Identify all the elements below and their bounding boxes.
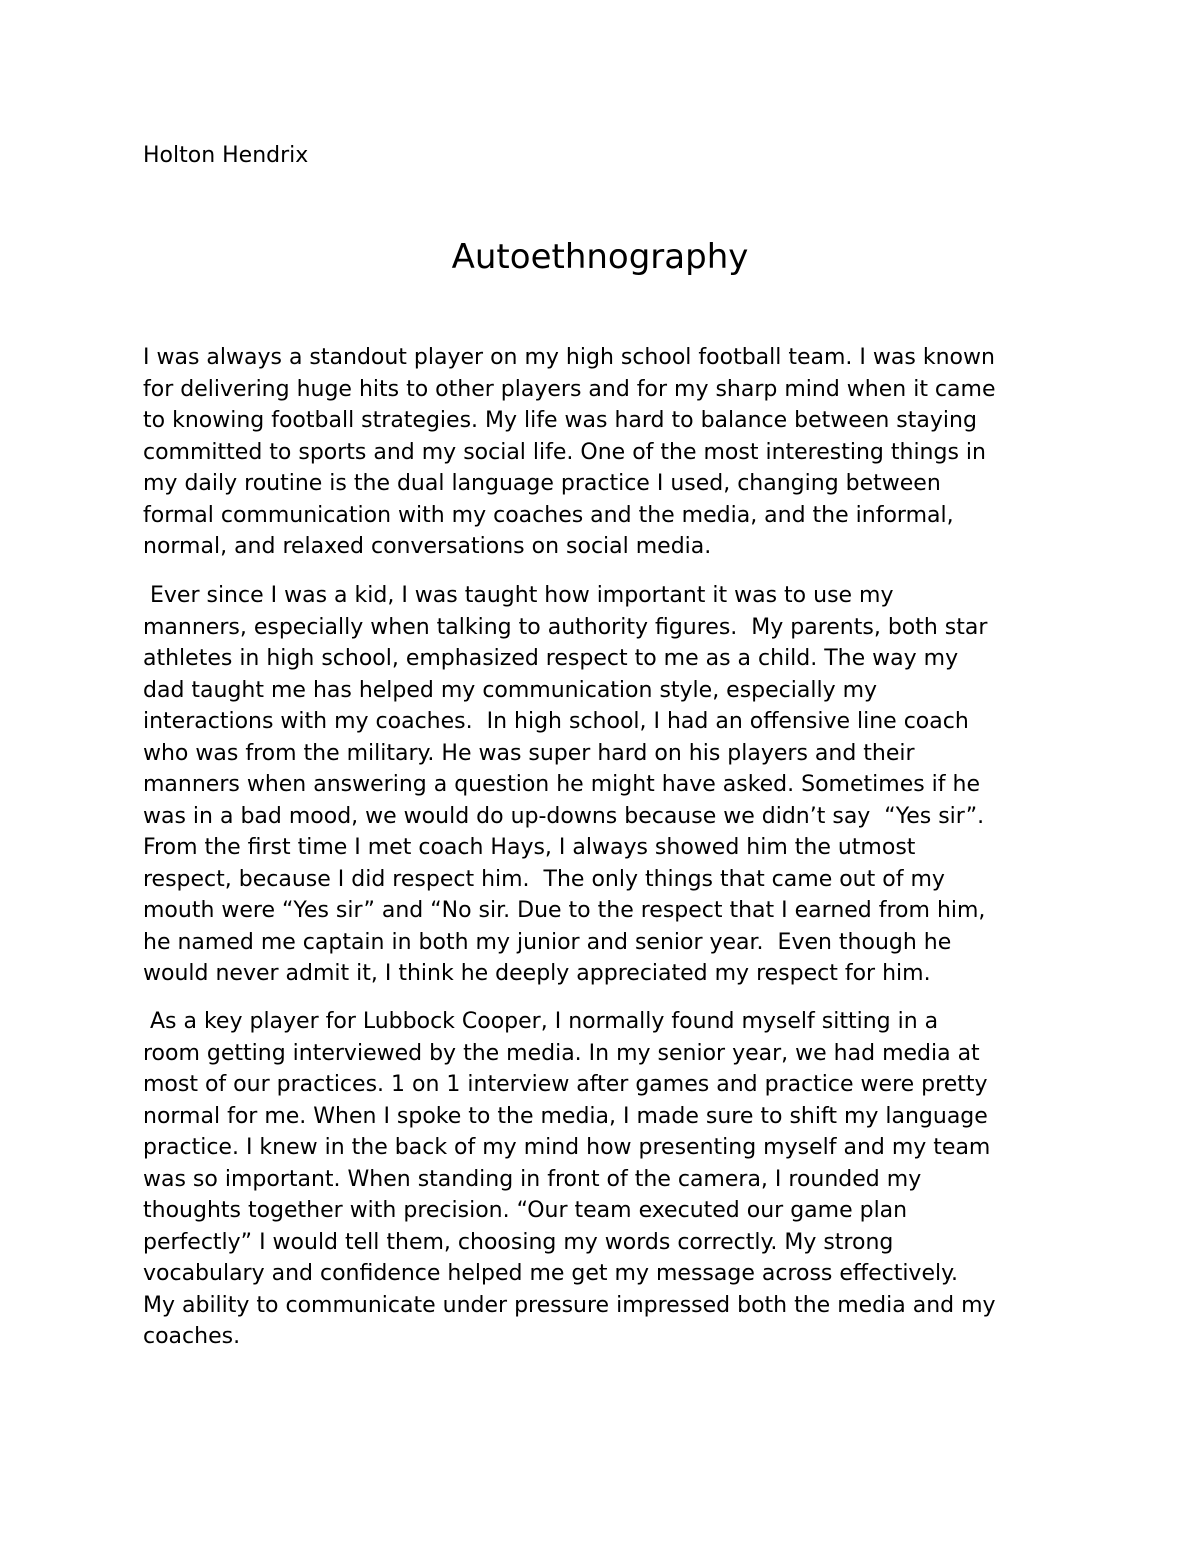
paragraph xyxy=(143,1006,1103,1353)
text-line: interactions with my coaches. In high school, I had an offensive line coach xyxy=(143,709,969,734)
text-line: vocabulary and confidence helped me get my message across effectively. xyxy=(143,1261,958,1286)
text-line: to knowing football strategies. My life was hard to balance between staying xyxy=(143,408,977,433)
text-line: mouth were “Yes sir” and “No sir. Due to the respect that I earned from him, xyxy=(143,898,986,923)
text-line: Ever since I was a kid, I was taught how important it was to use my xyxy=(143,583,894,608)
text-line: normal, and relaxed conversations on social media. xyxy=(143,534,712,559)
text-line: was in a bad mood, we would do up-downs because we didn’t say “Yes sir”. xyxy=(143,803,985,829)
text-line: he named me captain in both my junior and senior year. Even though he xyxy=(143,929,952,955)
text-line: From the first time I met coach Hays, I always showed him the utmost xyxy=(143,835,916,860)
text-line: respect, because I did respect him. The only things that came out of my xyxy=(143,866,945,892)
text-line: athletes in high school, emphasized respect to me as a child. The way my xyxy=(143,646,959,671)
text-line: As a key player for Lubbock Cooper, I normally found myself sitting in a xyxy=(143,1009,939,1034)
text-line: normal for me. When I spoke to the media, I made sure to shift my language xyxy=(143,1103,988,1129)
text-line: thoughts together with precision. “Our team executed our game plan xyxy=(143,1198,908,1223)
text-line: room getting interviewed by the media. In my senior year, we had media at xyxy=(143,1040,980,1066)
text-line: manners, especially when talking to authority figures. My parents, both star xyxy=(143,614,988,640)
paragraph xyxy=(143,580,1103,990)
author-name: Holton Hendrix xyxy=(143,143,309,168)
paragraph xyxy=(143,342,1103,563)
text-line: I was always a standout player on my high school football team. I was known xyxy=(143,345,995,370)
text-line: dad taught me has helped my communication style, especially my xyxy=(143,677,878,703)
document-title: Autoethnography xyxy=(451,237,749,277)
text-line: committed to sports and my social life. One of the most interesting things in xyxy=(143,439,986,465)
text-line: most of our practices. 1 on 1 interview after games and practice were pretty xyxy=(143,1072,988,1097)
text-line: would never admit it, I think he deeply appreciated my respect for him. xyxy=(143,961,931,986)
text-line: was so important. When standing in front of the camera, I rounded my xyxy=(143,1166,922,1192)
text-line: my daily routine is the dual language practice I used, changing between xyxy=(143,471,941,496)
text-line: perfectly” I would tell them, choosing my words correctly. My strong xyxy=(143,1229,894,1255)
text-line: My ability to communicate under pressure impressed both the media and my xyxy=(143,1292,996,1318)
text-line: manners when answering a question he might have asked. Sometimes if he xyxy=(143,772,981,797)
text-line: formal communication with my coaches and the media, and the informal, xyxy=(143,502,954,528)
text-line: coaches. xyxy=(143,1324,241,1349)
text-line: for delivering huge hits to other players and for my sharp mind when it came xyxy=(143,376,996,402)
text-line: who was from the military. He was super hard on his players and their xyxy=(143,740,915,766)
text-line: practice. I knew in the back of my mind how presenting myself and my team xyxy=(143,1135,991,1160)
